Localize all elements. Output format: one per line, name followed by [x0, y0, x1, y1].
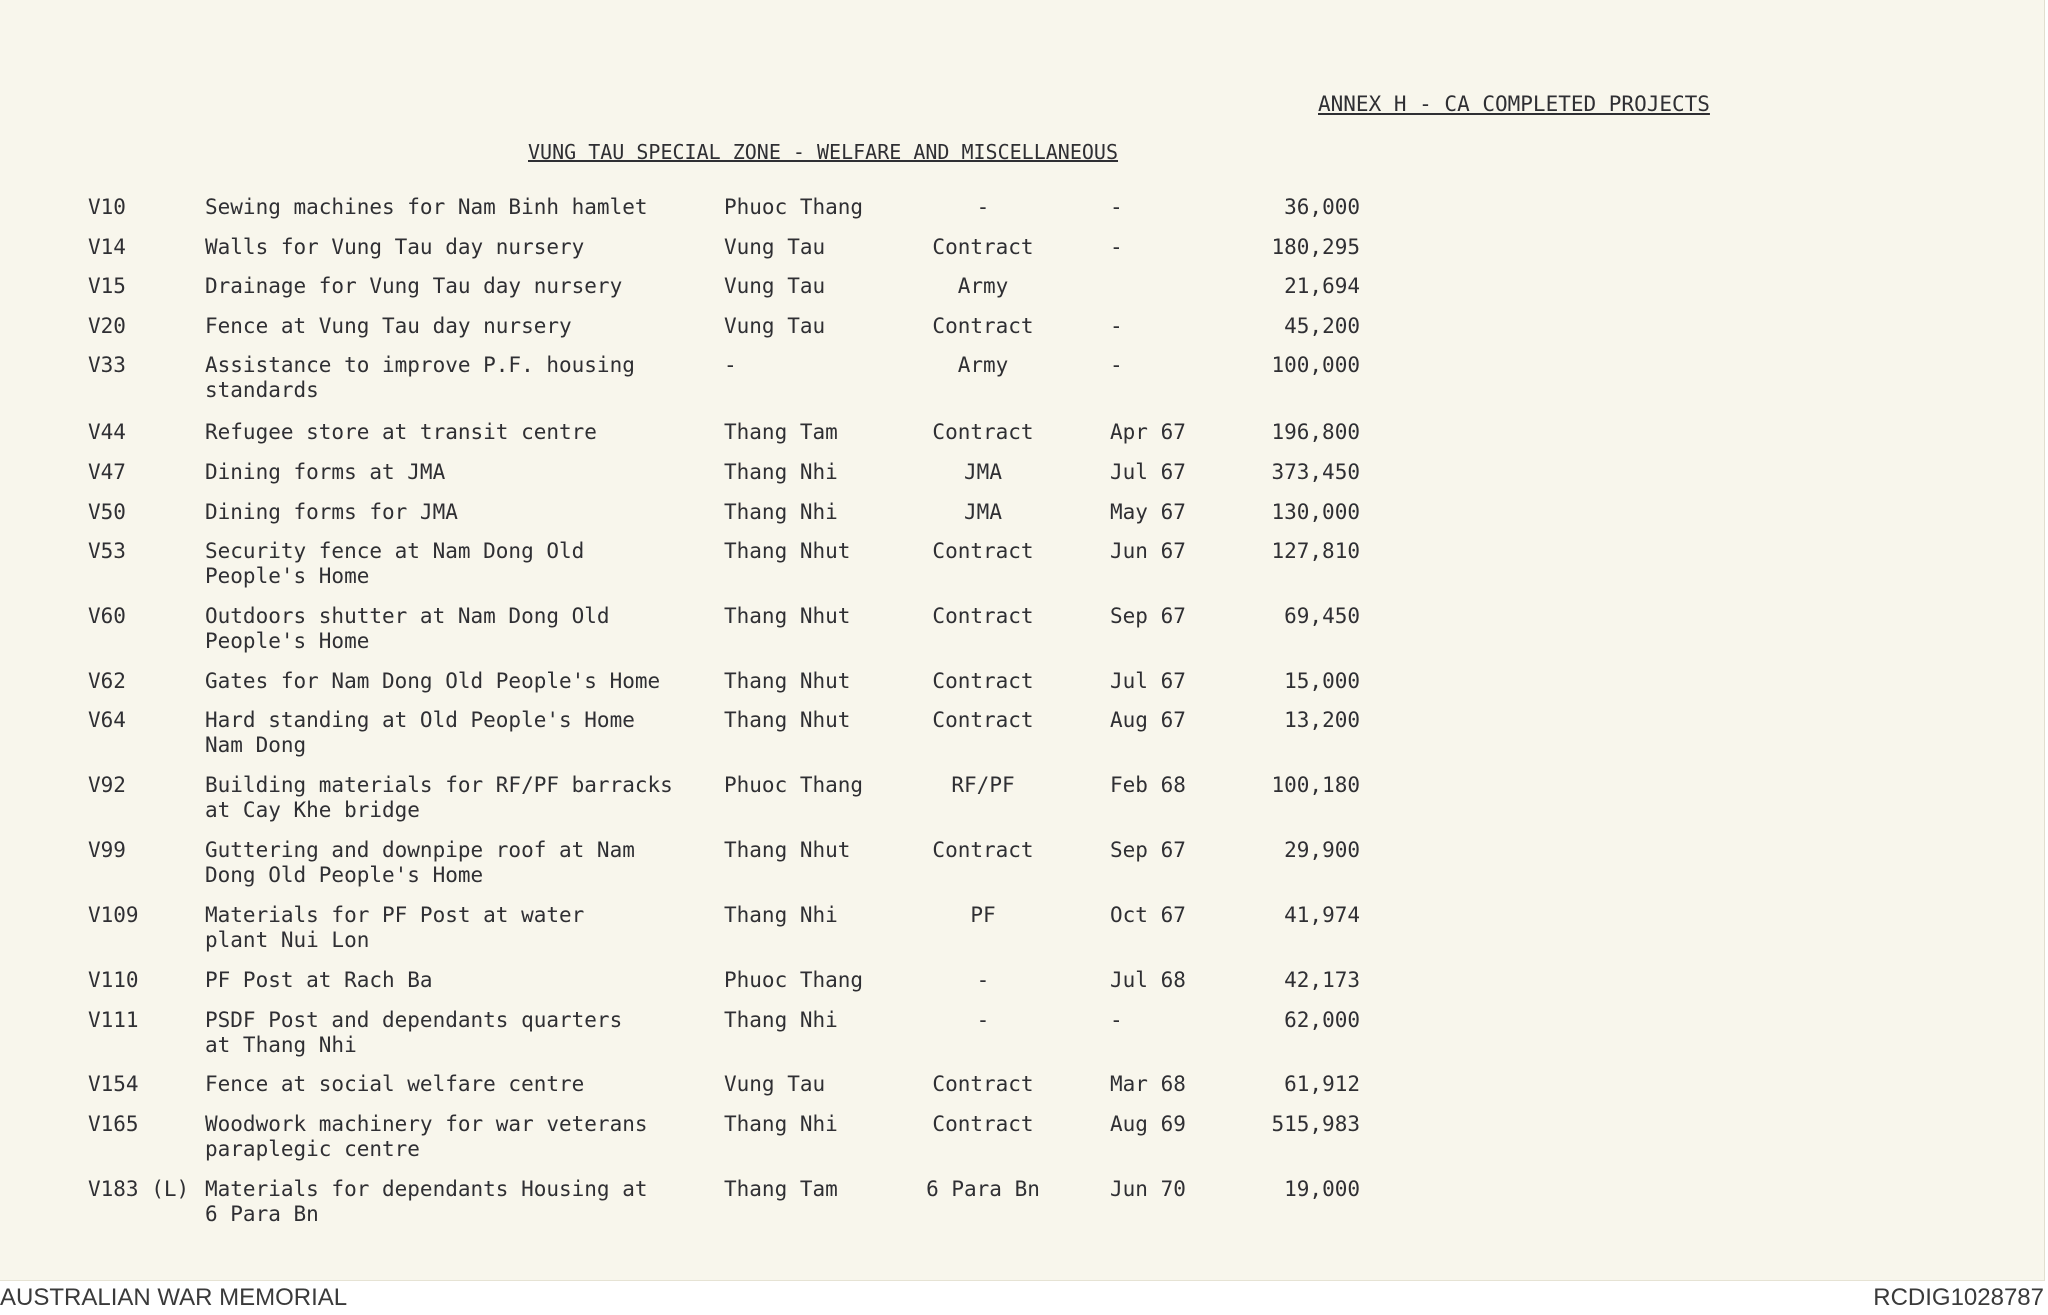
- project-executed-by: Army: [957, 274, 1009, 298]
- project-amount: 21,694: [1284, 274, 1360, 298]
- project-date: -: [1110, 1008, 1123, 1032]
- zone-title: VUNG TAU SPECIAL ZONE - WELFARE AND MISCELLANEOUS: [528, 140, 1119, 164]
- table-row: [0, 1008, 1400, 1068]
- project-location: Phuoc Thang: [724, 773, 864, 797]
- project-amount: 100,000: [1271, 353, 1360, 377]
- project-location: Vung Tau: [724, 314, 826, 338]
- project-description: Building materials for RF/PF barracks at Cay Khe bridge: [205, 773, 673, 822]
- project-amount: 62,000: [1284, 1008, 1360, 1032]
- project-executed-by: -: [976, 195, 990, 219]
- table-row: [0, 604, 1400, 664]
- project-location: Thang Nhi: [724, 460, 838, 484]
- project-location: Thang Tam: [724, 1177, 838, 1201]
- project-amount: 196,800: [1271, 420, 1360, 444]
- project-date: Jun 70: [1110, 1177, 1186, 1201]
- project-location: Vung Tau: [724, 1072, 826, 1096]
- project-location: Thang Nhi: [724, 1112, 838, 1136]
- project-executed-by: Contract: [932, 708, 1034, 732]
- project-location: Vung Tau: [724, 235, 826, 259]
- project-executed-by: -: [976, 968, 990, 992]
- project-date: -: [1110, 353, 1123, 377]
- project-code: V110: [88, 968, 139, 992]
- project-code: V165: [88, 1112, 139, 1136]
- project-description: PSDF Post and dependants quarters at Thang Nhi: [205, 1008, 623, 1057]
- project-location: Thang Nhut: [724, 669, 851, 693]
- project-executed-by: Contract: [932, 838, 1034, 862]
- project-executed-by: PF: [970, 903, 996, 927]
- project-code: V111: [88, 1008, 139, 1032]
- project-description: Walls for Vung Tau day nursery: [205, 235, 585, 259]
- project-code: V33: [88, 353, 126, 377]
- footer-record-id: RCDIG1028787: [1873, 1284, 2044, 1311]
- project-code: V20: [88, 314, 126, 338]
- project-location: Thang Tam: [724, 420, 838, 444]
- project-date: Sep 67: [1110, 604, 1186, 628]
- project-executed-by: Contract: [932, 1072, 1034, 1096]
- project-location: Thang Nhi: [724, 903, 838, 927]
- project-code: V154: [88, 1072, 139, 1096]
- project-code: V99: [88, 838, 126, 862]
- table-row: [0, 353, 1400, 413]
- project-executed-by: Contract: [932, 604, 1034, 628]
- project-code: V64: [88, 708, 126, 732]
- annex-title: ANNEX H - CA COMPLETED PROJECTS: [1318, 92, 1710, 116]
- project-description: Woodwork machinery for war veterans paraplegic centre: [205, 1112, 648, 1161]
- project-description: Fence at social welfare centre: [205, 1072, 585, 1096]
- project-executed-by: Contract: [932, 669, 1034, 693]
- project-description: Security fence at Nam Dong Old People's Home: [205, 539, 585, 588]
- project-description: Fence at Vung Tau day nursery: [205, 314, 572, 338]
- table-row: [0, 903, 1400, 963]
- project-amount: 19,000: [1284, 1177, 1360, 1201]
- project-executed-by: Contract: [932, 420, 1034, 444]
- project-location: Thang Nhut: [724, 539, 851, 563]
- project-location: Phuoc Thang: [724, 195, 864, 219]
- project-code: V53: [88, 539, 126, 563]
- project-description: Sewing machines for Nam Binh hamlet: [205, 195, 648, 219]
- project-executed-by: Army: [957, 353, 1009, 377]
- project-description: Outdoors shutter at Nam Dong Old People's Home: [205, 604, 610, 653]
- project-amount: 61,912: [1284, 1072, 1360, 1096]
- project-date: Oct 67: [1110, 903, 1186, 927]
- project-date: Jul 67: [1110, 669, 1186, 693]
- project-executed-by: Contract: [932, 235, 1034, 259]
- project-date: Jul 68: [1110, 968, 1186, 992]
- project-amount: 100,180: [1271, 773, 1360, 797]
- project-code: V10: [88, 195, 126, 219]
- project-description: Assistance to improve P.F. housing standards: [205, 353, 635, 402]
- project-date: Aug 67: [1110, 708, 1186, 732]
- project-code: V14: [88, 235, 126, 259]
- project-amount: 515,983: [1271, 1112, 1360, 1136]
- table-row: [0, 1177, 1400, 1237]
- project-code: V92: [88, 773, 126, 797]
- project-description: Drainage for Vung Tau day nursery: [205, 274, 623, 298]
- project-amount: 36,000: [1284, 195, 1360, 219]
- project-description: Guttering and downpipe roof at Nam Dong Old People's Home: [205, 838, 635, 887]
- project-amount: 45,200: [1284, 314, 1360, 338]
- project-description: PF Post at Rach Ba: [205, 968, 433, 992]
- project-executed-by: -: [976, 1008, 990, 1032]
- project-date: Mar 68: [1110, 1072, 1186, 1096]
- project-amount: 373,450: [1271, 460, 1360, 484]
- project-date: Sep 67: [1110, 838, 1186, 862]
- project-date: Apr 67: [1110, 420, 1186, 444]
- project-amount: 130,000: [1271, 500, 1360, 524]
- project-amount: 69,450: [1284, 604, 1360, 628]
- project-location: Vung Tau: [724, 274, 826, 298]
- project-description: Dining forms for JMA: [205, 500, 458, 524]
- project-code: V109: [88, 903, 139, 927]
- project-executed-by: Contract: [932, 1112, 1034, 1136]
- project-date: -: [1110, 195, 1123, 219]
- project-amount: 127,810: [1271, 539, 1360, 563]
- table-row: [0, 1112, 1400, 1172]
- table-row: [0, 773, 1400, 833]
- project-executed-by: RF/PF: [951, 773, 1015, 797]
- project-location: Thang Nhi: [724, 1008, 838, 1032]
- project-date: -: [1110, 314, 1123, 338]
- project-code: V62: [88, 669, 126, 693]
- project-location: Thang Nhut: [724, 838, 851, 862]
- project-amount: 15,000: [1284, 669, 1360, 693]
- project-amount: 42,173: [1284, 968, 1360, 992]
- project-date: Aug 69: [1110, 1112, 1186, 1136]
- project-date: -: [1110, 235, 1123, 259]
- project-amount: 41,974: [1284, 903, 1360, 927]
- project-date: Feb 68: [1110, 773, 1186, 797]
- project-amount: 180,295: [1271, 235, 1360, 259]
- project-description: Gates for Nam Dong Old People's Home: [205, 669, 661, 693]
- project-code: V44: [88, 420, 126, 444]
- project-date: May 67: [1110, 500, 1186, 524]
- project-executed-by: 6 Para Bn: [926, 1177, 1040, 1201]
- project-executed-by: JMA: [964, 460, 1002, 484]
- project-description: Hard standing at Old People's Home Nam Dong: [205, 708, 635, 757]
- table-row: [0, 708, 1400, 768]
- table-row: [0, 838, 1400, 898]
- project-executed-by: JMA: [964, 500, 1002, 524]
- project-executed-by: Contract: [932, 314, 1034, 338]
- project-amount: 13,200: [1284, 708, 1360, 732]
- project-description: Dining forms at JMA: [205, 460, 446, 484]
- footer-institution: AUSTRALIAN WAR MEMORIAL: [0, 1284, 348, 1311]
- project-location: Thang Nhut: [724, 604, 851, 628]
- project-executed-by: Contract: [932, 539, 1034, 563]
- table-row: [0, 539, 1400, 599]
- project-date: Jul 67: [1110, 460, 1186, 484]
- project-code: V183 (L): [88, 1177, 190, 1201]
- project-location: Thang Nhi: [724, 500, 838, 524]
- project-location: Thang Nhut: [724, 708, 851, 732]
- project-code: V15: [88, 274, 126, 298]
- project-description: Refugee store at transit centre: [205, 420, 597, 444]
- project-description: Materials for dependants Housing at 6 Para Bn: [205, 1177, 648, 1226]
- project-location: -: [724, 353, 737, 377]
- project-code: V60: [88, 604, 126, 628]
- project-description: Materials for PF Post at water plant Nui Lon: [205, 903, 585, 952]
- project-location: Phuoc Thang: [724, 968, 864, 992]
- project-code: V47: [88, 460, 126, 484]
- project-amount: 29,900: [1284, 838, 1360, 862]
- project-date: Jun 67: [1110, 539, 1186, 563]
- project-code: V50: [88, 500, 126, 524]
